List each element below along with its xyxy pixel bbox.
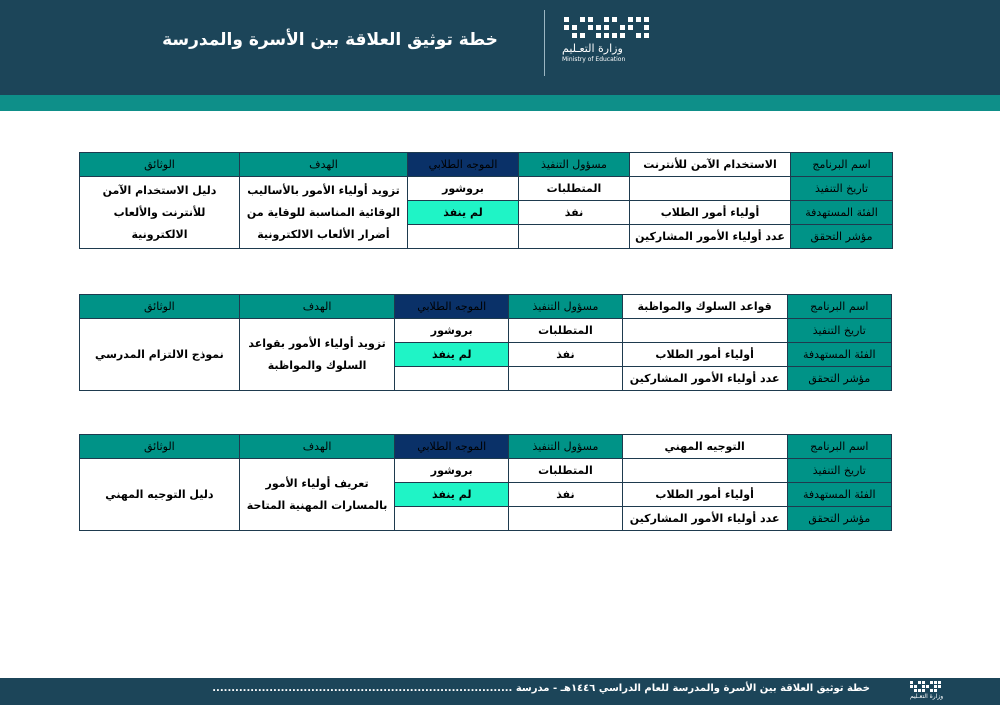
implementation-responsible-header: مسؤول التنفيذ [509, 435, 623, 459]
program-table-3 [79, 434, 892, 531]
target-group-label: الفئة المستهدفة [787, 343, 891, 367]
requirements-cell: المتطلبات [519, 177, 630, 201]
program-table-2 [79, 294, 892, 391]
documents-text: دليل التوجيه المهني [80, 459, 240, 531]
implementation-date-value[interactable] [630, 177, 791, 201]
target-group-label: الفئة المستهدفة [787, 483, 891, 507]
verification-indicator-value: عدد أولياء الأمور المشاركين [630, 225, 791, 249]
program-name-label: اسم البرنامج [787, 435, 891, 459]
footer-text: خطة توثيق العلاقة بين الأسرة والمدرسة للعام الدراسي ١٤٤٦هـ - مدرسة ............................................................................... [212, 683, 870, 694]
ministry-logo-arabic: وزارة التعـليم [562, 42, 623, 55]
goal-text: تعريف أولياء الأمور بالمسارات المهنية المتاحة [239, 459, 395, 531]
goal-header: الهدف [239, 295, 395, 319]
verification-indicator-label: مؤشر التحقق [791, 225, 893, 249]
target-group-value: أولياء أمور الطلاب [622, 483, 787, 507]
not-done-status[interactable]: لم ينفذ [408, 201, 519, 225]
empty-cell[interactable] [395, 507, 509, 531]
verification-indicator-label: مؤشر التحقق [787, 507, 891, 531]
brochure-cell: بروشور [395, 319, 509, 343]
empty-cell[interactable] [395, 367, 509, 391]
ministry-logo-english: Ministry of Education [562, 56, 626, 63]
program-name: الاستخدام الآمن للأنترنت [630, 153, 791, 177]
ministry-logo-dots-icon [564, 17, 654, 38]
done-status[interactable]: نفذ [519, 201, 630, 225]
ministry-logo [562, 17, 657, 75]
documents-text: دليل الاستخدام الآمن للأنترنت والألعاب الالكترونية [80, 177, 240, 249]
verification-indicator-value: عدد أولياء الأمور المشاركين [622, 367, 787, 391]
documents-text: نموذج الالتزام المدرسي [80, 319, 240, 391]
brochure-cell: بروشور [408, 177, 519, 201]
implementation-responsible-header: مسؤول التنفيذ [509, 295, 623, 319]
target-group-value: أولياء أمور الطلاب [622, 343, 787, 367]
implementation-date-label: تاريخ التنفيذ [787, 459, 891, 483]
implementation-date-label: تاريخ التنفيذ [787, 319, 891, 343]
requirements-cell: المتطلبات [509, 319, 623, 343]
empty-cell[interactable] [519, 225, 630, 249]
not-done-status[interactable]: لم ينفذ [395, 343, 509, 367]
page-footer [0, 678, 1000, 705]
documents-header: الوثائق [80, 295, 240, 319]
implementation-date-value[interactable] [622, 319, 787, 343]
implementation-date-label: تاريخ التنفيذ [791, 177, 893, 201]
empty-cell[interactable] [408, 225, 519, 249]
not-done-status[interactable]: لم ينفذ [395, 483, 509, 507]
student-counselor-header: الموجه الطلابي [408, 153, 519, 177]
requirements-cell: المتطلبات [509, 459, 623, 483]
done-status[interactable]: نفذ [509, 343, 623, 367]
implementation-date-value[interactable] [622, 459, 787, 483]
implementation-responsible-header: مسؤول التنفيذ [519, 153, 630, 177]
student-counselor-header: الموجه الطلابي [395, 435, 509, 459]
program-name: قواعد السلوك والمواظبة [622, 295, 787, 319]
program-name: التوجيه المهني [622, 435, 787, 459]
empty-cell[interactable] [509, 507, 623, 531]
footer-logo-dots-icon [910, 681, 950, 692]
goal-text: تزويد أولياء الأمور بقواعد السلوك والمواظبة [239, 319, 395, 391]
verification-indicator-value: عدد أولياء الأمور المشاركين [622, 507, 787, 531]
documents-header: الوثائق [80, 435, 240, 459]
goal-header: الهدف [239, 435, 395, 459]
target-group-label: الفئة المستهدفة [791, 201, 893, 225]
header-stripe [0, 95, 1000, 111]
goal-header: الهدف [240, 153, 408, 177]
target-group-value: أولياء أمور الطلاب [630, 201, 791, 225]
student-counselor-header: الموجه الطلابي [395, 295, 509, 319]
page-title: خطة توثيق العلاقة بين الأسرة والمدرسة [162, 30, 498, 50]
logo-divider [544, 10, 545, 76]
verification-indicator-label: مؤشر التحقق [787, 367, 891, 391]
program-name-label: اسم البرنامج [791, 153, 893, 177]
program-table-1 [79, 152, 893, 249]
empty-cell[interactable] [509, 367, 623, 391]
footer-ministry-logo [910, 681, 990, 703]
brochure-cell: بروشور [395, 459, 509, 483]
footer-logo-text: وزارة التعـليم [910, 693, 944, 700]
done-status[interactable]: نفذ [509, 483, 623, 507]
documents-header: الوثائق [80, 153, 240, 177]
program-name-label: اسم البرنامج [787, 295, 891, 319]
page-header [0, 0, 1000, 95]
goal-text: تزويد أولياء الأمور بالأساليب الوقائية المناسبة للوقاية من أضرار الألعاب الالكترونية [240, 177, 408, 249]
